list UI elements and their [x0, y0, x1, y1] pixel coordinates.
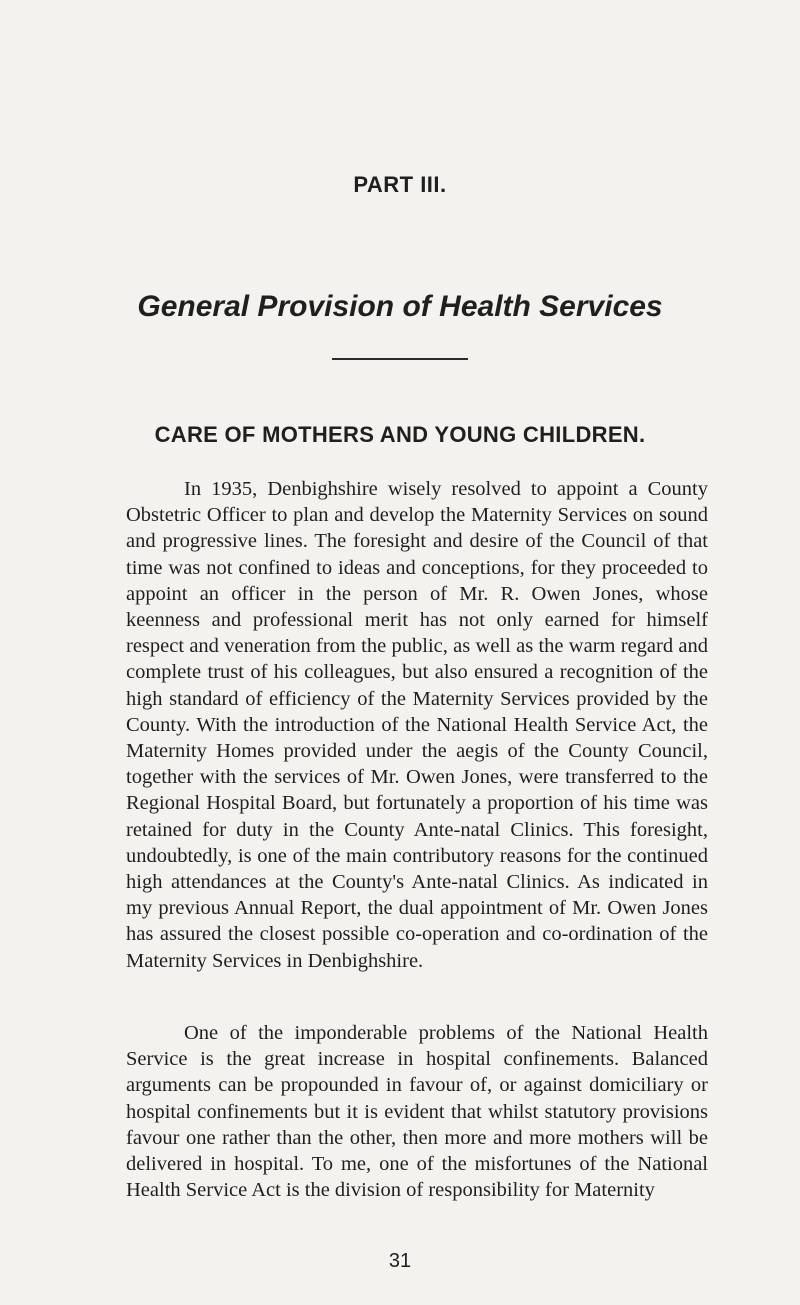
section-heading: CARE OF MOTHERS AND YOUNG CHILDREN. — [154, 422, 646, 447]
title-prefix: General Provision — [137, 290, 395, 323]
body-paragraph-2: One of the imponderable problems of the National Health Service is the great increase in hospital confinements. Balanced arguments can be propounded in favour of, or against domiciliary or hospital confinements but it is evident that whilst statutory provisions favour one rather than the other, then more and more mothers will be delivered in hospital. To me, one of the misfortunes of the National Health Service Act is the division of responsibility for Maternity — [126, 1022, 708, 1202]
body-paragraph-1: In 1935, Denbighshire wisely resolved to appoint a County Obstetric Officer to plan and develop the Maternity Services on sound and progressive lines. The foresight and desire of the Council of that time was not confined to ideas and conceptions, for they proceeded to appoint an officer in the person of Mr. R. Owen Jones, whose keenness and professional merit has not only earned for himself respect and veneration from the public, as well as the warm regard and complete trust of his colleagues, but also ensured a recognition of the high standard of efficiency of the Maternity Services provided by the County. With the introduction of the National Health Service Act, the Maternity Homes provided under the aegis of the County Council, together with the services of Mr. Owen Jones, were transferred to the Regional Hospital Board, but fortunately a proportion of his time was retained for duty in the County Ante-natal Clinics. This foresight, undoubtedly, is one of the main contributory reasons for the continued high attendances at the County's Ante-natal Clinics. As indicated in my previous Annual Report, the dual appointment of Mr. Owen Jones has assured the closest possible co-operation and co-ordination of the Maternity Services in Denbighshire. — [126, 478, 708, 972]
part-heading: PART III. — [353, 172, 447, 197]
page-title — [0, 290, 800, 324]
page-number: 31 — [388, 1250, 412, 1272]
title-of: of — [402, 290, 431, 323]
title-divider — [332, 358, 468, 360]
title-suffix: Health Services — [439, 290, 663, 323]
